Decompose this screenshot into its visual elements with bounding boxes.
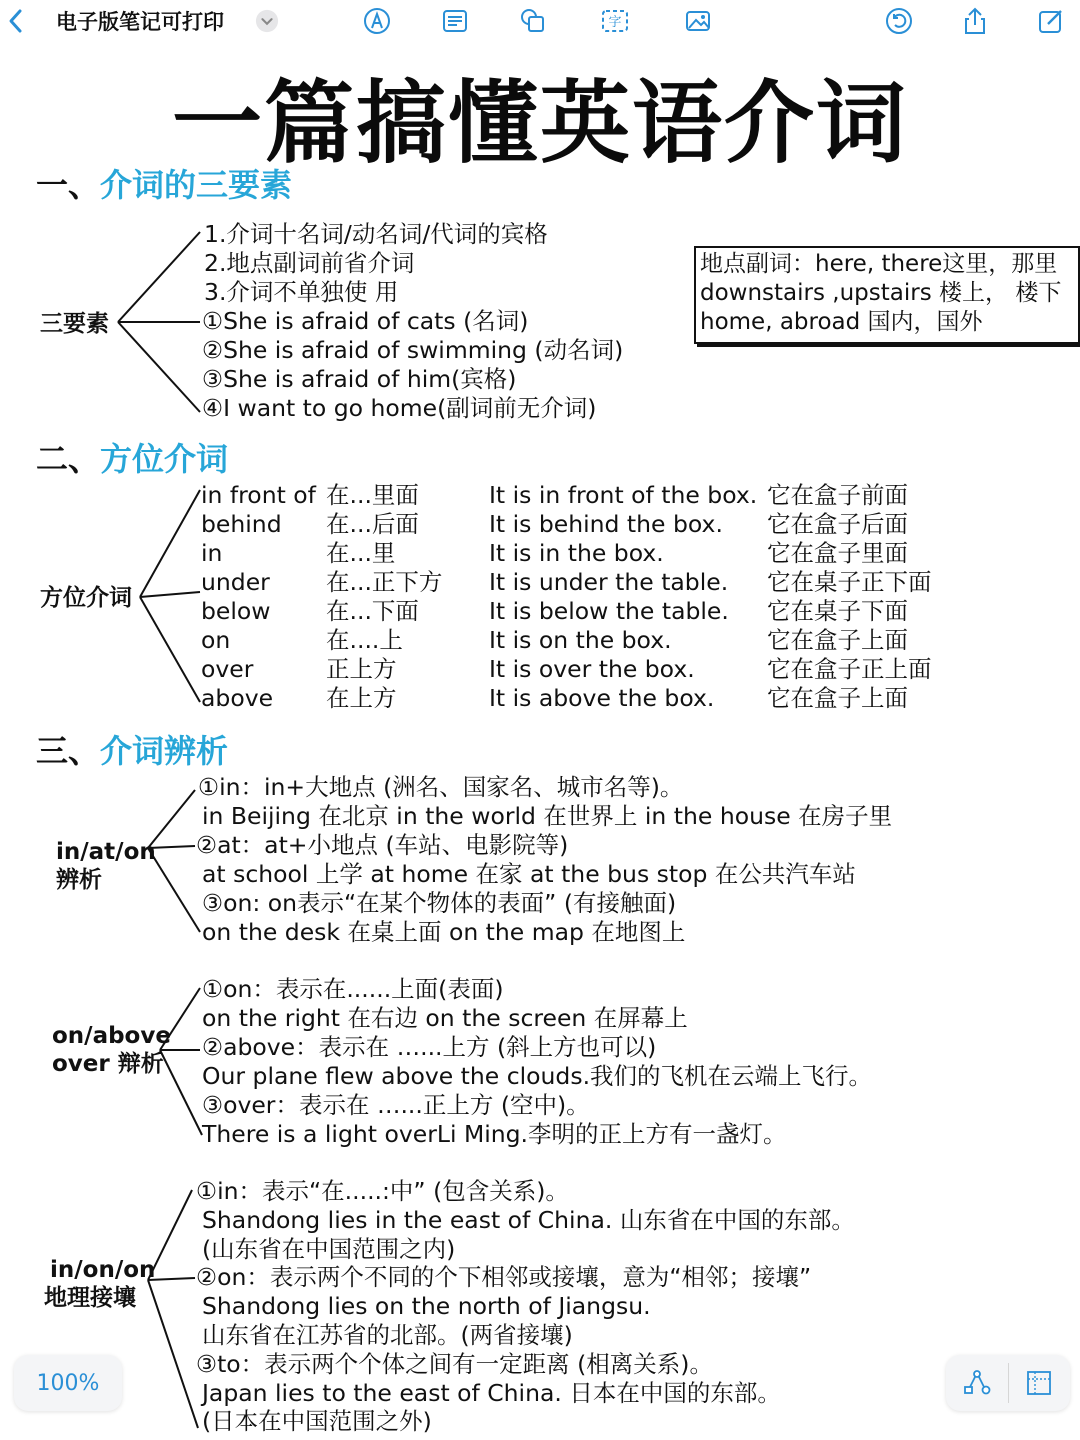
list-item: Shandong lies in the east of China. 山东省在中国的东部。 bbox=[202, 1206, 855, 1234]
branch-label: 三要素 bbox=[40, 311, 109, 337]
list-item: ①in：表示“在.....:中” (包含关系)。 bbox=[196, 1177, 569, 1205]
list-item: on the right 在右边 on the screen 在屏幕上 bbox=[202, 1004, 688, 1032]
branch-label: in/on/on bbox=[50, 1257, 156, 1283]
meaning-cell: 正上方 bbox=[326, 655, 397, 683]
note-line: downstairs ,upstairs 楼上， 楼下 bbox=[700, 280, 1062, 306]
translation-cell: 它在盒子上面 bbox=[767, 626, 908, 654]
preposition-cell: in front of bbox=[201, 481, 316, 509]
translation-cell: 它在桌子正下面 bbox=[767, 568, 932, 596]
list-item: ③on: on表示“在某个物体的表面” (有接触面) bbox=[202, 889, 677, 917]
section-title: 介词辨析 bbox=[100, 732, 229, 770]
translation-cell: 它在盒子上面 bbox=[767, 684, 908, 712]
document-title[interactable]: 电子版笔记可打印 bbox=[56, 10, 224, 34]
example-cell: It is above the box. bbox=[489, 684, 715, 712]
list-item: Our plane flew above the clouds.我们的飞机在云端上飞行。 bbox=[202, 1062, 873, 1090]
branch-label: over 辩析 bbox=[52, 1051, 164, 1077]
list-item: ②above：表示在 …...上方 (斜上方也可以) bbox=[202, 1033, 657, 1061]
list-item: Shandong lies on the north of Jiangsu. bbox=[202, 1292, 651, 1320]
meaning-cell: 在...后面 bbox=[326, 510, 419, 538]
example-cell: It is on the box. bbox=[489, 626, 672, 654]
svg-text:字: 字 bbox=[608, 15, 622, 30]
list-item: ③to：表示两个个体之间有一定距离 (相离关系)。 bbox=[196, 1350, 713, 1378]
example-cell: It is in front of the box. bbox=[489, 481, 758, 509]
example-cell: It is over the box. bbox=[489, 655, 695, 683]
list-item: There is a light overLi Ming.李明的正上方有一盏灯。 bbox=[202, 1120, 787, 1148]
translation-cell: 它在盒子里面 bbox=[767, 539, 908, 567]
list-item: ②at：at+小地点 (车站、电影院等) bbox=[196, 831, 569, 859]
divider bbox=[1008, 1363, 1009, 1403]
list-item: at school 上学 at home 在家 at the bus stop 在公共汽车站 bbox=[202, 860, 856, 888]
example-cell: It is below the table. bbox=[489, 597, 729, 625]
branch-label: 地理接壤 bbox=[44, 1285, 136, 1311]
translation-cell: 它在盒子前面 bbox=[767, 481, 908, 509]
preposition-cell: above bbox=[201, 684, 274, 712]
bottom-right-tools bbox=[946, 1355, 1070, 1411]
translation-cell: 它在盒子后面 bbox=[767, 510, 908, 538]
preposition-cell: on bbox=[201, 626, 231, 654]
meaning-cell: 在...里面 bbox=[326, 481, 419, 509]
list-item: ②She is afraid of swimming (动名词) bbox=[202, 336, 624, 364]
note-line: home, abroad 国内，国外 bbox=[700, 309, 983, 335]
list-item: ①She is afraid of cats (名词) bbox=[202, 307, 529, 335]
list-item: 1.介词十名词/动名词/代词的宾格 bbox=[204, 220, 548, 248]
meaning-cell: 在上方 bbox=[326, 684, 397, 712]
preposition-cell: under bbox=[201, 568, 270, 596]
grid-icon[interactable] bbox=[1016, 1363, 1062, 1403]
meaning-cell: 在...下面 bbox=[326, 597, 419, 625]
section-title: 方位介词 bbox=[100, 440, 229, 478]
list-item: ③over：表示在 …...正上方 (空中)。 bbox=[202, 1091, 590, 1119]
meaning-cell: 在....上 bbox=[326, 626, 403, 654]
list-item: on the desk 在桌上面 on the map 在地图上 bbox=[202, 918, 686, 946]
note-box bbox=[694, 246, 1080, 344]
list-item: ①on：表示在......上面(表面) bbox=[202, 975, 504, 1003]
preposition-cell: in bbox=[201, 539, 223, 567]
branch-label: 方位介词 bbox=[40, 585, 132, 611]
branch-label: 辨析 bbox=[56, 867, 102, 893]
list-item: ①in：in+大地点 (洲名、国家名、城市名等)。 bbox=[198, 773, 684, 801]
example-cell: It is under the table. bbox=[489, 568, 729, 596]
list-item: (山东省在中国范围之内) bbox=[202, 1235, 456, 1263]
branch-label: in/at/on bbox=[56, 839, 156, 865]
zoom-level-button[interactable]: 100% bbox=[14, 1355, 122, 1411]
list-item: 山东省在江苏省的北部。(两省接壤) bbox=[202, 1321, 573, 1349]
section-heading-2 bbox=[36, 434, 228, 480]
section-number: 二、 bbox=[36, 440, 101, 478]
list-item: Japan lies to the east of China. 日本在中国的东部。 bbox=[202, 1379, 781, 1407]
example-cell: It is in the box. bbox=[489, 539, 664, 567]
list-item: ②on：表示两个不同的个下相邻或接壤，意为“相邻；接壤” bbox=[196, 1263, 812, 1291]
note-line: 地点副词：here, there这里，那里 bbox=[700, 251, 1058, 277]
example-cell: It is behind the box. bbox=[489, 510, 723, 538]
translation-cell: 它在桌子下面 bbox=[767, 597, 908, 625]
translation-cell: 它在盒子正上面 bbox=[767, 655, 932, 683]
list-item: ④I want to go home(副词前无介词) bbox=[202, 394, 597, 422]
section-number: 三、 bbox=[36, 732, 101, 770]
lasso-shapes-icon[interactable] bbox=[954, 1363, 1000, 1403]
section-heading-3 bbox=[36, 726, 228, 772]
preposition-cell: over bbox=[201, 655, 254, 683]
preposition-cell: below bbox=[201, 597, 271, 625]
list-item: 2.地点副词前省介词 bbox=[204, 249, 415, 277]
list-item: ③She is afraid of him(宾格) bbox=[202, 365, 517, 393]
meaning-cell: 在...正下方 bbox=[326, 568, 443, 596]
list-item: 3.介词不单独使 用 bbox=[204, 278, 399, 306]
section-title: 介词的三要素 bbox=[100, 166, 293, 204]
page-title: 一篇搞懂英语介词 bbox=[172, 71, 908, 176]
section-number: 一、 bbox=[36, 166, 101, 204]
section-heading-1 bbox=[36, 160, 292, 206]
meaning-cell: 在...里 bbox=[326, 539, 396, 567]
list-item: in Beijing 在北京 in the world 在世界上 in the house 在房子里 bbox=[202, 802, 893, 830]
preposition-cell: behind bbox=[201, 510, 282, 538]
list-item: (日本在中国范围之外) bbox=[202, 1407, 432, 1435]
branch-label: on/above bbox=[52, 1023, 171, 1049]
